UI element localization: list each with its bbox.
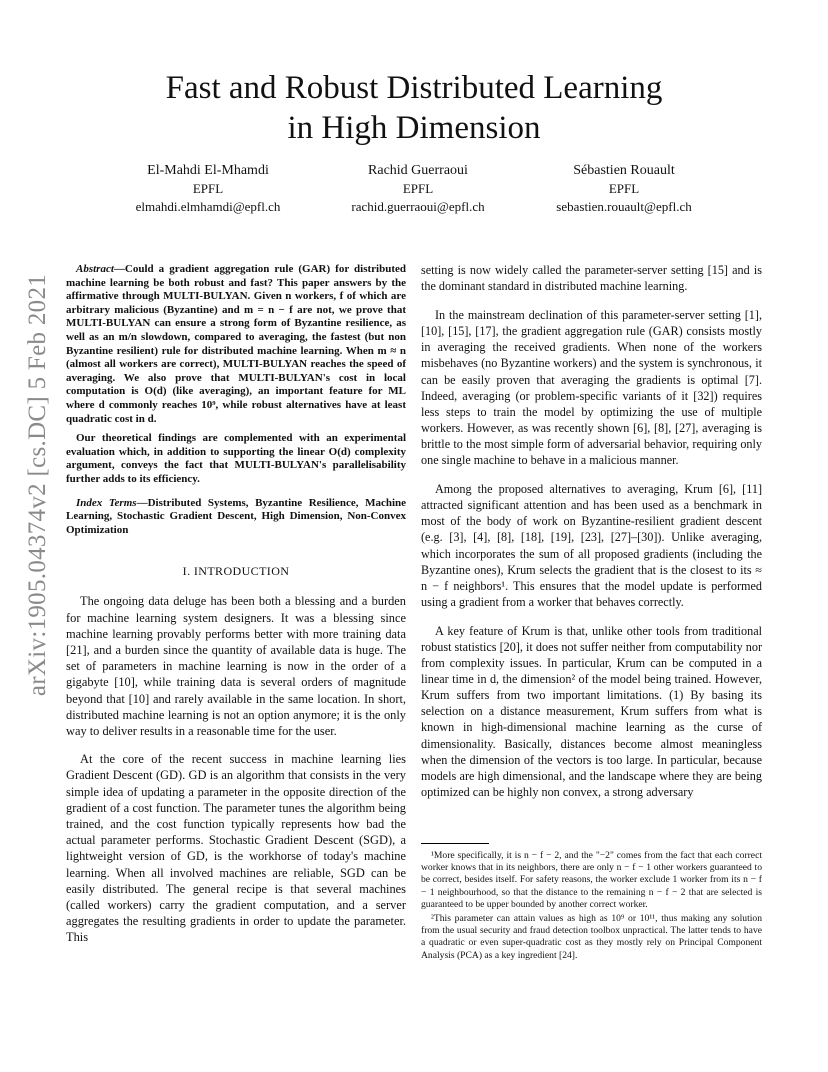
author-email: elmahdi.elmhamdi@epfl.ch xyxy=(135,199,281,214)
title-line-1: Fast and Robust Distributed Learning xyxy=(165,70,663,106)
author-affiliation: EPFL xyxy=(402,181,434,196)
right-paragraph-2: Among the proposed alternatives to averaging, Krum [6], [11] attracted significant attention and has been used as a benchmark in most of the body of work on Byzantine-resilient gradient descent (e.g. [3], [4], [8], [18], [19], [23], [27]–[30]). Unlike averaging, which incorporates the sum of all proposed gradients (including the Byzantine ones), Krum selects the gradient that is the closest to its ≈ n − f neighbors¹. This ensures that the model update is performed using a gradient from a worker that behaves correctly. xyxy=(421,482,762,609)
author-3 xyxy=(514,162,734,216)
paper-title xyxy=(0,68,828,148)
right-paragraph-1: In the mainstream declination of this parameter-server setting [1], [10], [15], [17], the gradient aggregation rule (GAR) consists mostly in averaging the received gradients. When none of the workers misbehaves (no Byzantine workers) and the system is synchronous, it can be easily proven that averaging the gradients is optimal [7]. Indeed, averaging (or problem-specific variants of it [32]) requires less steps to train the model by optimizing the use of multiple workers. However, as was recently shown [6], [8], [27], averaging is brittle to the most simple form of adversarial behavior, requiring only one single machine to behave in a malicious manner. xyxy=(421,308,762,468)
intro-body xyxy=(66,593,406,945)
abstract xyxy=(66,263,406,537)
left-column xyxy=(66,263,406,958)
author-email: rachid.guerraoui@epfl.ch xyxy=(351,199,485,214)
footnote-rule xyxy=(421,843,489,844)
footnote-2: ²This parameter can attain values as high as 10⁹ or 10¹¹, thus making any solution from the usual security and fraud detection toolbox unpractical. The latter tends to have a quadratic or even super-quadratic cost as they mostly rely on Principal Component Analysis (PCA) as a key ingredient [24]. xyxy=(421,913,762,961)
author-name: El-Mahdi El-Mhamdi xyxy=(147,163,269,178)
index-terms-text: —Distributed Systems, Byzantine Resilience, Machine Learning, Stochastic Gradient Descent, High Dimension, Non-Convex Optimization xyxy=(66,496,407,536)
author-email: sebastien.rouault@epfl.ch xyxy=(556,199,692,214)
abstract-paragraph-1 xyxy=(66,263,406,426)
index-terms xyxy=(66,497,406,538)
abstract-paragraph-2: Our theoretical findings are complemented with an experimental evaluation which, in addition to supporting the linear O(d) complexity argument, conveys the fact that MULTI-BULYAN's parallelisability further adds to its efficiency. xyxy=(66,432,406,485)
author-2 xyxy=(308,162,528,216)
footnote-1: ¹More specifically, it is n − f − 2, and the "−2" comes from the fact that each correct worker knows that in its neighbors, there are only n − f − 1 other workers guaranteed to be correct, besides itself. For safety reasons, the worker exclude 1 worker from its n − f − 1 neighbourhood, so that the distance to the remaining n − f − 2 that are selected is guaranteed to be upper bounded by another correct worker. xyxy=(421,850,762,910)
index-terms-label: Index Terms xyxy=(76,496,137,509)
right-paragraph-3: A key feature of Krum is that, unlike other tools from traditional robust statistics [20], it does not suffer neither from computability nor from complexity issues. In particular, Krum can be computed in a linear time in d, the dimension² of the model being trained. However, Krum suffers from two important limitations. (1) By basing its selection on a distance measurement, Krum suffers from what is known in high-dimensional machine learning as the curse of dimensionality. Basically, distances become almost meaningless when the dimension of the vectors is too large. In particular, because models are high dimensional, and the landscape where they are being optimized can be highly non convex, a strong adversary xyxy=(421,623,762,799)
title-line-2: in High Dimension xyxy=(287,110,541,146)
abstract-label: Abstract xyxy=(76,263,114,275)
author-affiliation: EPFL xyxy=(192,181,224,196)
author-1 xyxy=(98,162,318,216)
abstract-text: —Could a gradient aggregation rule (GAR) for distributed machine learning be both robust and fast? This paper answers by the affirmative through MULTI-BULYAN. Given n workers, f of which are arbitrary malicious (Byzantine) and m = n − f are not, we prove that MULTI-BULYAN can ensure a strong form of Byzantine resilience, as well as an m/n slowdown, compared to averaging, the fastest (but non Byzantine resilient) rule for distributed machine learning. When m ≈ n (almost all workers are correct), MULTI-BULYAN reaches the speed of averaging. We also prove that MULTI-BULYAN's cost in local computation is O(d) (like averaging), an important feature for ML where d commonly reaches 10⁹, while robust alternatives have at least quadratic cost in d. xyxy=(66,263,406,425)
arxiv-identifier xyxy=(18,273,58,697)
author-name: Rachid Guerraoui xyxy=(368,163,468,178)
intro-paragraph-2: At the core of the recent success in machine learning lies Gradient Descent (GD). GD is an algorithm that consists in the very simple idea of updating a parameter in the opposite direction of the gradient of a cost function. The parameter tunes the algorithm being trained, and the cost function typically represents how bad the actual parameter performs. Stochastic Gradient Descent (SGD), a lightweight version of GD, is the workhorse of today's machine learning. When all involved machines are reliable, SGD can be easily distributed. The general recipe is that several machines (called workers) carry the gradient computation, and a server aggregates the resulting gradients in order to update the parameter. This xyxy=(66,752,406,945)
arxiv-id-text: arXiv:1905.04374v2 [cs.DC] 5 Feb 2021 xyxy=(24,273,51,697)
right-paragraph-0: setting is now widely called the parameter-server setting [15] and is the dominant standard in distributed machine learning. xyxy=(421,263,762,294)
footnotes xyxy=(421,850,762,964)
author-affiliation: EPFL xyxy=(608,181,640,196)
intro-paragraph-1: The ongoing data deluge has been both a blessing and a burden for machine learning system designers. It was a blessing since machine learning provably performs better with more training data [21], and a burden since the quantity of available data is huge. The set of parameters in machine learning is now in the order of a gigabyte [10], while training data is several orders of magnitude beyond that [10] and rarely available in the same location. In short, distributed machine learning is not an option anymore; it is the only way to deliver results in a reasonable time for the user. xyxy=(66,594,406,738)
right-column xyxy=(421,262,762,813)
section-heading: I. INTRODUCTION xyxy=(182,564,290,579)
author-name: Sébastien Rouault xyxy=(573,163,675,178)
